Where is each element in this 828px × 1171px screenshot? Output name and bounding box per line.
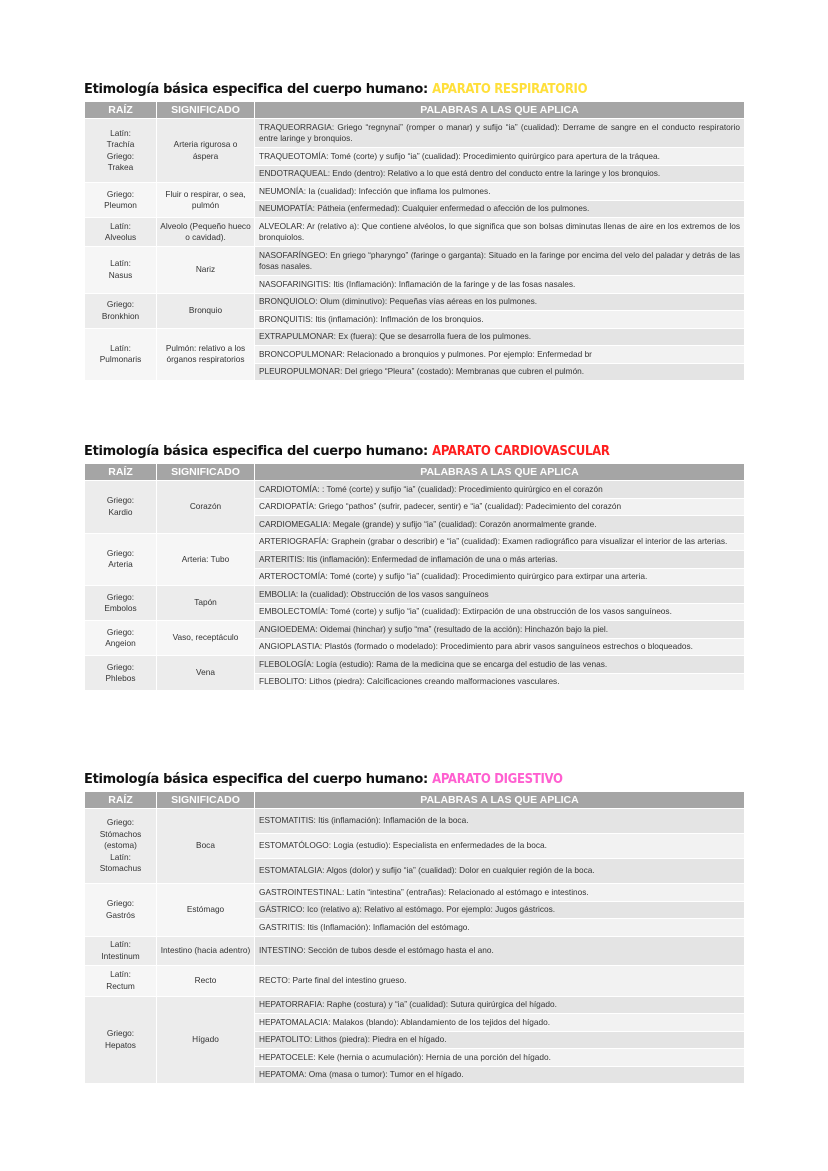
word-cell: ARTERITIS: Itis (inflamación): Enfermedad de inflamación de una o más arterias. xyxy=(255,551,745,569)
word-cell: CARDIOTOMÍA: : Tomé (corte) y sufijo “ia” (cualidad): Procedimiento quirúrgico en el corazón xyxy=(255,481,745,499)
word-cell: NASOFARINGITIS: Itis (Inflamación): Inflamación de la faringe y de las fosas nasales. xyxy=(255,276,745,294)
table-header-row xyxy=(85,792,745,809)
word-cell: ARTERIOGRAFÍA: Graphein (grabar o describir) e “ia” (cualidad): Examen radiográfico para visualizar el interior de las arterias. xyxy=(255,533,745,551)
significado-cell: Arteria: Tubo xyxy=(157,533,255,586)
header-raiz: RAÍZ xyxy=(85,464,157,481)
etymology-section xyxy=(84,772,745,1084)
word-cell: EXTRAPULMONAR: Ex (fuera): Que se desarrolla fuera de los pulmones. xyxy=(255,328,745,346)
table-row xyxy=(85,936,745,965)
section-title-text: Etimología básica especifica del cuerpo humano: xyxy=(84,772,433,787)
word-cell: GASTROINTESTINAL: Latín “intestina” (entrañas): Relacionado al estómago e intestinos. xyxy=(255,884,745,902)
significado-cell: Vaso, receptáculo xyxy=(157,621,255,656)
section-title-text: Etimología básica especifica del cuerpo humano: xyxy=(84,82,433,97)
word-cell: ANGIOEDEMA: Oidemai (hinchar) y sufjo “ma” (resultado de la acción): Hinchazón bajo la piel. xyxy=(255,621,745,639)
etymology-table xyxy=(84,791,745,1084)
significado-cell: Hígado xyxy=(157,996,255,1084)
raiz-cell: Griego: Arteria xyxy=(85,533,157,586)
section-title-highlight: APARATO DIGESTIVO xyxy=(432,772,563,787)
table-header-row xyxy=(85,464,745,481)
header-palabras: PALABRAS A LAS QUE APLICA xyxy=(255,464,745,481)
table-row xyxy=(85,996,745,1014)
section-title-text: Etimología básica especifica del cuerpo humano: xyxy=(84,444,433,459)
word-cell: TRAQUEORRAGIA: Griego “regnynai” (romper o manar) y sufijo “ia” (cualidad): Derrame de sangre en el conducto respiratorio entre laringe y bronquios. xyxy=(255,119,745,148)
header-palabras: PALABRAS A LAS QUE APLICA xyxy=(255,102,745,119)
significado-cell: Arteria rigurosa o áspera xyxy=(157,119,255,183)
raiz-cell: Latín: Rectum xyxy=(85,965,157,996)
section-title-highlight: APARATO CARDIOVASCULAR xyxy=(432,444,610,459)
header-significado: SIGNIFICADO xyxy=(157,102,255,119)
table-row xyxy=(85,621,745,639)
table-row xyxy=(85,965,745,996)
section-title xyxy=(84,772,745,787)
etymology-section xyxy=(84,82,745,381)
word-cell: BRONCOPULMONAR: Relacionado a bronquios y pulmones. Por ejemplo: Enfermedad br xyxy=(255,346,745,364)
significado-cell: Vena xyxy=(157,656,255,691)
word-cell: ESTOMATÓLOGO: Logia (estudio): Especialista en enfermedades de la boca. xyxy=(255,834,745,859)
raiz-cell: Griego: Stómachos (estoma) Latín: Stomachus xyxy=(85,809,157,884)
word-cell: ESTOMATITIS: Itis (inflamación): Inflamación de la boca. xyxy=(255,809,745,834)
word-cell: EMBOLECTOMÍA: Tomé (corte) y sufijo “ia” (cualidad): Extirpación de una obstrucción de los vasos sanguíneos. xyxy=(255,603,745,621)
raiz-cell: Griego: Gastrós xyxy=(85,884,157,937)
word-cell: ENDOTRAQUEAL: Endo (dentro): Relativo a lo que está dentro del conducto entre la laringe y los bronquios. xyxy=(255,165,745,183)
word-cell: FLEBOLITO: Lithos (piedra): Calcificaciones creando malformaciones vasculares. xyxy=(255,673,745,691)
etymology-section xyxy=(84,444,745,691)
table-row xyxy=(85,328,745,346)
table-row xyxy=(85,481,745,499)
significado-cell: Boca xyxy=(157,809,255,884)
section-title-highlight: APARATO RESPIRATORIO xyxy=(432,82,588,97)
table-row xyxy=(85,247,745,276)
significado-cell: Tapón xyxy=(157,586,255,621)
raiz-cell: Griego: Kardio xyxy=(85,481,157,534)
significado-cell: Corazón xyxy=(157,481,255,534)
table-row xyxy=(85,586,745,604)
word-cell: HEPATOLITO: Lithos (piedra): Piedra en el hígado. xyxy=(255,1031,745,1049)
word-cell: NEUMOPATÍA: Pátheia (enfermedad): Cualquier enfermedad o afección de los pulmones. xyxy=(255,200,745,218)
raiz-cell: Griego: Phlebos xyxy=(85,656,157,691)
raiz-cell: Griego: Embolos xyxy=(85,586,157,621)
table-row xyxy=(85,183,745,201)
word-cell: HEPATOMALACIA: Malakos (blando): Ablandamiento de los tejidos del hígado. xyxy=(255,1014,745,1032)
word-cell: GÁSTRICO: Ico (relativo a): Relativo al estómago. Por ejemplo: Jugos gástricos. xyxy=(255,901,745,919)
word-cell: TRAQUEOTOMÍA: Tomé (corte) y sufijo “ia” (cualidad): Procedimiento quirúrgico para apertura de la tráquea. xyxy=(255,148,745,166)
raiz-cell: Latín: Pulmonaris xyxy=(85,328,157,381)
etymology-table xyxy=(84,101,745,381)
word-cell: GASTRITIS: Itis (Inflamación): Inflamación del estómago. xyxy=(255,919,745,937)
word-cell: CARDIOPATÍA: Griego “pathos” (sufrir, padecer, sentir) e “ia” (cualidad): Padecimiento del corazón xyxy=(255,498,745,516)
etymology-table xyxy=(84,463,745,691)
raiz-cell: Latín: Alveolus xyxy=(85,218,157,247)
section-title xyxy=(84,82,745,97)
raiz-cell: Latín: Intestinum xyxy=(85,936,157,965)
word-cell: BRONQUITIS: Itis (inflamación): Inflmación de los bronquios. xyxy=(255,311,745,329)
word-cell: NASOFARÍNGEO: En griego “pharyngo” (faringe o garganta): Situado en la faringe por encima del velo del paladar y detrás de las fosas nasales. xyxy=(255,247,745,276)
header-palabras: PALABRAS A LAS QUE APLICA xyxy=(255,792,745,809)
table-row xyxy=(85,293,745,311)
table-row xyxy=(85,656,745,674)
word-cell: RECTO: Parte final del intestino grueso. xyxy=(255,965,745,996)
significado-cell: Intestino (hacia adentro) xyxy=(157,936,255,965)
table-row xyxy=(85,884,745,902)
significado-cell: Recto xyxy=(157,965,255,996)
word-cell: ALVEOLAR: Ar (relativo a): Que contiene alvéolos, lo que significa que son bolsas diminutas llenas de aire en los extremos de los bronquiolos. xyxy=(255,218,745,247)
word-cell: HEPATOCELE: Kele (hernia o acumulación): Hernia de una porción del hígado. xyxy=(255,1049,745,1067)
significado-cell: Fluir o respirar, o sea, pulmón xyxy=(157,183,255,218)
raiz-cell: Griego: Hepatos xyxy=(85,996,157,1084)
significado-cell: Bronquio xyxy=(157,293,255,328)
word-cell: BRONQUIOLO: Olum (diminutivo): Pequeñas vías aéreas en los pulmones. xyxy=(255,293,745,311)
significado-cell: Pulmón: relativo a los órganos respiratorios xyxy=(157,328,255,381)
word-cell: ANGIOPLASTIA: Plastós (formado o modelado): Procedimiento para abrir vasos sanguíneos estrechos o bloqueados. xyxy=(255,638,745,656)
word-cell: INTESTINO: Sección de tubos desde el estómago hasta el ano. xyxy=(255,936,745,965)
significado-cell: Nariz xyxy=(157,247,255,294)
table-row xyxy=(85,218,745,247)
table-header-row xyxy=(85,102,745,119)
table-row xyxy=(85,533,745,551)
word-cell: NEUMONÍA: Ia (cualidad): Infección que inflama los pulmones. xyxy=(255,183,745,201)
word-cell: EMBOLIA: Ia (cualidad): Obstrucción de los vasos sanguíneos xyxy=(255,586,745,604)
raiz-cell: Griego: Bronkhion xyxy=(85,293,157,328)
word-cell: PLEUROPULMONAR: Del griego “Pleura” (costado): Membranas que cubren el pulmón. xyxy=(255,363,745,381)
header-raiz: RAÍZ xyxy=(85,102,157,119)
word-cell: HEPATORRAFIA: Raphe (costura) y “ia” (cualidad): Sutura quirúrgica del hígado. xyxy=(255,996,745,1014)
significado-cell: Estómago xyxy=(157,884,255,937)
header-significado: SIGNIFICADO xyxy=(157,464,255,481)
raiz-cell: Latín: Trachía Griego: Trakea xyxy=(85,119,157,183)
section-title xyxy=(84,444,745,459)
header-significado: SIGNIFICADO xyxy=(157,792,255,809)
table-row xyxy=(85,119,745,148)
word-cell: HEPATOMA: Oma (masa o tumor): Tumor en el hígado. xyxy=(255,1066,745,1084)
table-row xyxy=(85,809,745,834)
word-cell: CARDIOMEGALIA: Megale (grande) y sufijo “ia” (cualidad): Corazón anormalmente grande. xyxy=(255,516,745,534)
raiz-cell: Griego: Pleumon xyxy=(85,183,157,218)
significado-cell: Alveolo (Pequeño hueco o cavidad). xyxy=(157,218,255,247)
raiz-cell: Latín: Nasus xyxy=(85,247,157,294)
header-raiz: RAÍZ xyxy=(85,792,157,809)
raiz-cell: Griego: Angeion xyxy=(85,621,157,656)
word-cell: ARTEROCTOMÍA: Tomé (corte) y sufijo “ia” (cualidad): Procedimiento quirúrgico para extirpar una arteria. xyxy=(255,568,745,586)
word-cell: FLEBOLOGÍA: Logía (estudio): Rama de la medicina que se encarga del estudio de las venas. xyxy=(255,656,745,674)
word-cell: ESTOMATALGIA: Algos (dolor) y sufijo “ia” (cualidad): Dolor en cualquier región de la boca. xyxy=(255,859,745,884)
